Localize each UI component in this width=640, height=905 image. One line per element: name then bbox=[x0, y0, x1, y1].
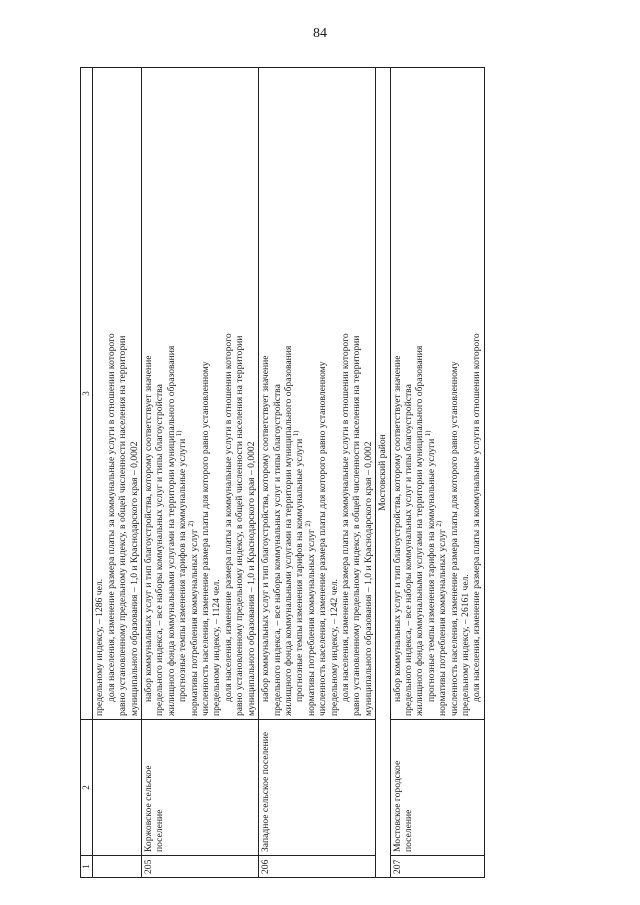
row-number: 207 bbox=[390, 856, 484, 878]
footnote-mark: 2) bbox=[186, 520, 195, 527]
desc-line: жилищного фонда коммунальными услугами на территории муниципального образования bbox=[414, 345, 426, 716]
desc-line: набор коммунальных услуг и тип благоустройства, которому соответствует значение bbox=[143, 355, 155, 702]
table-row bbox=[142, 68, 259, 878]
header-col-1: 1 bbox=[81, 856, 93, 878]
footnote-mark: 1) bbox=[423, 430, 432, 437]
desc-line: предельному индексу, – 26161 чел. bbox=[460, 574, 471, 716]
desc-line: доля населения, изменение размера платы за коммунальные услуги в отношении которого bbox=[222, 333, 234, 702]
desc-line: набор коммунальных услуг и тип благоустройства, которому соответствует значение bbox=[391, 355, 403, 702]
header-col-2: 2 bbox=[81, 720, 93, 856]
footnote-mark: 2) bbox=[303, 520, 312, 527]
row-number: 205 bbox=[142, 856, 259, 878]
desc-line: равно установленному предельному индексу, в общей численности населения на территории bbox=[117, 335, 129, 716]
row-number: 206 bbox=[259, 856, 376, 878]
table-row bbox=[390, 68, 484, 878]
row-description bbox=[259, 68, 376, 720]
group-row bbox=[376, 68, 390, 878]
desc-line: жилищного фонда коммунальными услугами на территории муниципального образования bbox=[165, 345, 177, 716]
desc-line: предельного индекса, – все наборы коммунальных услуг и типы благоустройства bbox=[154, 384, 166, 716]
row-number bbox=[93, 856, 142, 878]
desc-line: доля населения, изменение размера платы за коммунальные услуги в отношении которого bbox=[471, 333, 483, 702]
desc-line: муниципального образования – 1,0 и Краснодарского края – 0,0002 bbox=[128, 441, 140, 716]
desc-line: доля населения, изменение размера платы за коммунальные услуги в отношении которого bbox=[339, 333, 351, 702]
row-description bbox=[93, 68, 142, 720]
municipality-name: Мостовское городское поселение bbox=[390, 720, 484, 856]
desc-line: набор коммунальных услуг и тип благоустройства, которому соответствует значение bbox=[260, 355, 272, 702]
tariff-index-table bbox=[80, 67, 485, 878]
desc-line: численность населения, изменение размера платы для которого равно установленному bbox=[448, 361, 460, 716]
desc-line: предельному индексу, – 1286 чел. bbox=[94, 578, 106, 716]
desc-line: численность населения, изменение размера платы для которого равно установленному bbox=[317, 361, 329, 716]
header-col-3: 3 bbox=[81, 68, 93, 720]
desc-line: прогнозные темпы изменения тарифов на коммунальные услуги $^{1)}$ bbox=[292, 430, 306, 702]
desc-line: предельного индекса, – все наборы коммунальных услуг и типы благоустройства bbox=[271, 384, 283, 716]
table-row bbox=[259, 68, 376, 878]
rotated-table-container bbox=[80, 68, 565, 878]
municipality-name: Коржовское сельское поселение bbox=[142, 720, 259, 856]
desc-line: доля населения, изменение размера платы за коммунальные услуги в отношении которого bbox=[105, 333, 117, 702]
footnote-mark: 1) bbox=[292, 430, 301, 437]
desc-line: предельному индексу, – 1242 чел. bbox=[328, 578, 340, 716]
desc-line: предельного индекса, – все наборы коммунальных услуг и типы благоустройства bbox=[402, 384, 414, 716]
table-row bbox=[93, 68, 142, 878]
desc-line: равно установленному предельному индексу, в общей численности населения на территории bbox=[234, 335, 246, 716]
desc-line: предельному индексу, – 1124 чел. bbox=[211, 579, 223, 716]
desc-line: прогнозные темпы изменения тарифов на коммунальные услуги $^{1)}$ bbox=[423, 430, 437, 702]
district-title: Мостовский район bbox=[376, 68, 390, 878]
municipality-name: Западное сельское поселение bbox=[259, 720, 376, 856]
desc-line: прогнозные темпы изменения тарифов на коммунальные услуги $^{1)}$ bbox=[175, 430, 189, 702]
rotated-table-area bbox=[80, 68, 565, 878]
page-number: 84 bbox=[313, 26, 327, 41]
desc-line: нормативы потребления коммунальных услуг $^{2)}$ bbox=[435, 520, 449, 716]
row-description bbox=[390, 68, 484, 720]
footnote-mark: 1) bbox=[175, 430, 184, 437]
desc-line: муниципального образования – 1,0 и Краснодарского края – 0,0002 bbox=[362, 441, 374, 716]
desc-line: численность населения, изменение размера платы для которого равно установленному bbox=[200, 361, 212, 716]
footnote-mark: 2) bbox=[435, 520, 443, 527]
desc-line: нормативы потребления коммунальных услуг $^{2)}$ bbox=[303, 520, 317, 716]
row-description bbox=[142, 68, 259, 720]
desc-line: муниципального образования – 1,0 и Краснодарского края – 0,0002 bbox=[245, 441, 257, 716]
table-header-row bbox=[81, 68, 93, 878]
municipality-name bbox=[93, 720, 142, 856]
desc-line: нормативы потребления коммунальных услуг $^{2)}$ bbox=[186, 520, 200, 716]
desc-line: равно установленному предельному индексу, в общей численности населения на территории bbox=[351, 335, 363, 716]
desc-line: жилищного фонда коммунальными услугами на территории муниципального образования bbox=[282, 345, 294, 716]
